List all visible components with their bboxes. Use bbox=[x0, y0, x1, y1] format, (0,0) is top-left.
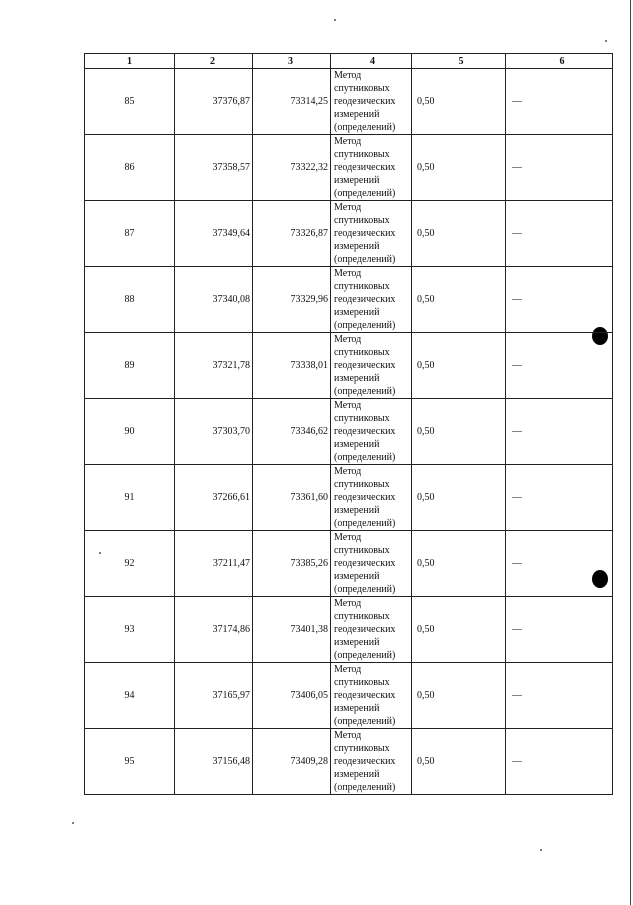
column-header: 2 bbox=[175, 54, 253, 69]
method-text-line: (определений) bbox=[334, 650, 396, 661]
x-coordinate-cell: 37266,61 bbox=[175, 465, 253, 531]
method-text-line: Метод bbox=[334, 532, 362, 543]
method-text-line: геодезических bbox=[334, 426, 396, 437]
note-cell: — bbox=[506, 597, 613, 663]
y-coordinate-cell: 73322,32 bbox=[253, 135, 331, 201]
note-cell: — bbox=[506, 663, 613, 729]
table-row bbox=[85, 69, 613, 135]
accuracy-cell: 0,50 bbox=[412, 135, 506, 201]
x-coordinate-cell: 37321,78 bbox=[175, 333, 253, 399]
x-coordinate-cell: 37165,97 bbox=[175, 663, 253, 729]
point-number-cell: 88 bbox=[85, 267, 175, 333]
y-coordinate-cell: 73401,38 bbox=[253, 597, 331, 663]
method-text-line: (определений) bbox=[334, 782, 396, 793]
point-number-cell: 92 bbox=[85, 531, 175, 597]
method-text-line: (определений) bbox=[334, 452, 396, 463]
method-text-line: измерений bbox=[334, 769, 380, 780]
point-number-cell: 91 bbox=[85, 465, 175, 531]
accuracy-cell: 0,50 bbox=[412, 531, 506, 597]
method-text-line: Метод bbox=[334, 466, 362, 477]
method-text-line: Метод bbox=[334, 268, 362, 279]
column-header: 5 bbox=[412, 54, 506, 69]
method-text-line: спутниковых bbox=[334, 149, 390, 160]
x-coordinate-cell: 37376,87 bbox=[175, 69, 253, 135]
point-number-cell: 95 bbox=[85, 729, 175, 795]
x-coordinate-cell: 37340,08 bbox=[175, 267, 253, 333]
method-text-line: спутниковых bbox=[334, 743, 390, 754]
accuracy-cell: 0,50 bbox=[412, 729, 506, 795]
method-text-line: геодезических bbox=[334, 756, 396, 767]
method-text-line: Метод bbox=[334, 136, 362, 147]
table-row bbox=[85, 267, 613, 333]
method-text-line: спутниковых bbox=[334, 545, 390, 556]
y-coordinate-cell: 73338,01 bbox=[253, 333, 331, 399]
method-text-line: спутниковых bbox=[334, 83, 390, 94]
y-coordinate-cell: 73406,05 bbox=[253, 663, 331, 729]
y-coordinate-cell: 73314,25 bbox=[253, 69, 331, 135]
accuracy-cell: 0,50 bbox=[412, 597, 506, 663]
accuracy-cell: 0,50 bbox=[412, 663, 506, 729]
point-number-cell: 85 bbox=[85, 69, 175, 135]
method-text-line: спутниковых bbox=[334, 479, 390, 490]
x-coordinate-cell: 37156,48 bbox=[175, 729, 253, 795]
method-text-line: измерений bbox=[334, 175, 380, 186]
note-cell: — bbox=[506, 69, 613, 135]
method-text-line: Метод bbox=[334, 730, 362, 741]
method-text-line: спутниковых bbox=[334, 281, 390, 292]
note-cell: — bbox=[506, 531, 613, 597]
method-text-line: (определений) bbox=[334, 584, 396, 595]
column-header: 1 bbox=[85, 54, 175, 69]
method-text-line: измерений bbox=[334, 703, 380, 714]
method-text-line: (определений) bbox=[334, 254, 396, 265]
method-text-line: геодезических bbox=[334, 162, 396, 173]
table-row bbox=[85, 399, 613, 465]
method-cell bbox=[331, 201, 412, 267]
accuracy-cell: 0,50 bbox=[412, 201, 506, 267]
point-number-cell: 87 bbox=[85, 201, 175, 267]
method-text-line: геодезических bbox=[334, 624, 396, 635]
method-text-line: спутниковых bbox=[334, 215, 390, 226]
table-row bbox=[85, 135, 613, 201]
method-text-line: геодезических bbox=[334, 690, 396, 701]
method-text-line: измерений bbox=[334, 571, 380, 582]
method-text-line: (определений) bbox=[334, 518, 396, 529]
method-text-line: Метод bbox=[334, 70, 362, 81]
column-header: 3 bbox=[253, 54, 331, 69]
method-cell bbox=[331, 465, 412, 531]
table-row bbox=[85, 663, 613, 729]
coordinates-table bbox=[84, 53, 613, 795]
method-text-line: спутниковых bbox=[334, 413, 390, 424]
y-coordinate-cell: 73361,60 bbox=[253, 465, 331, 531]
y-coordinate-cell: 73385,26 bbox=[253, 531, 331, 597]
method-text-line: измерений bbox=[334, 505, 380, 516]
method-cell bbox=[331, 135, 412, 201]
note-cell: — bbox=[506, 267, 613, 333]
point-number-cell: 93 bbox=[85, 597, 175, 663]
table-row bbox=[85, 201, 613, 267]
note-cell: — bbox=[506, 399, 613, 465]
y-coordinate-cell: 73329,96 bbox=[253, 267, 331, 333]
method-cell bbox=[331, 597, 412, 663]
table-row bbox=[85, 465, 613, 531]
accuracy-cell: 0,50 bbox=[412, 69, 506, 135]
method-text-line: измерений bbox=[334, 109, 380, 120]
method-text-line: спутниковых bbox=[334, 611, 390, 622]
accuracy-cell: 0,50 bbox=[412, 465, 506, 531]
note-cell: — bbox=[506, 135, 613, 201]
point-number-cell: 86 bbox=[85, 135, 175, 201]
note-cell: — bbox=[506, 465, 613, 531]
point-number-cell: 94 bbox=[85, 663, 175, 729]
method-text-line: геодезических bbox=[334, 558, 396, 569]
x-coordinate-cell: 37349,64 bbox=[175, 201, 253, 267]
method-text-line: (определений) bbox=[334, 122, 396, 133]
method-text-line: спутниковых bbox=[334, 677, 390, 688]
point-number-cell: 90 bbox=[85, 399, 175, 465]
method-text-line: измерений bbox=[334, 439, 380, 450]
method-text-line: Метод bbox=[334, 334, 362, 345]
method-text-line: Метод bbox=[334, 598, 362, 609]
scan-speck bbox=[605, 40, 607, 42]
method-cell bbox=[331, 267, 412, 333]
x-coordinate-cell: 37358,57 bbox=[175, 135, 253, 201]
x-coordinate-cell: 37303,70 bbox=[175, 399, 253, 465]
table-row bbox=[85, 531, 613, 597]
method-cell bbox=[331, 663, 412, 729]
page-edge bbox=[630, 0, 631, 905]
table-row bbox=[85, 729, 613, 795]
method-cell bbox=[331, 729, 412, 795]
method-text-line: геодезических bbox=[334, 294, 396, 305]
table-header-row bbox=[85, 54, 613, 69]
method-text-line: Метод bbox=[334, 664, 362, 675]
method-text-line: измерений bbox=[334, 307, 380, 318]
method-text-line: геодезических bbox=[334, 228, 396, 239]
method-cell bbox=[331, 531, 412, 597]
table-body bbox=[85, 69, 613, 795]
table-row bbox=[85, 333, 613, 399]
method-cell bbox=[331, 333, 412, 399]
column-header: 6 bbox=[506, 54, 613, 69]
x-coordinate-cell: 37211,47 bbox=[175, 531, 253, 597]
accuracy-cell: 0,50 bbox=[412, 267, 506, 333]
method-cell bbox=[331, 399, 412, 465]
method-text-line: Метод bbox=[334, 202, 362, 213]
method-text-line: (определений) bbox=[334, 320, 396, 331]
method-text-line: Метод bbox=[334, 400, 362, 411]
method-text-line: (определений) bbox=[334, 386, 396, 397]
method-text-line: (определений) bbox=[334, 188, 396, 199]
y-coordinate-cell: 73346,62 bbox=[253, 399, 331, 465]
y-coordinate-cell: 73409,28 bbox=[253, 729, 331, 795]
method-text-line: спутниковых bbox=[334, 347, 390, 358]
method-text-line: (определений) bbox=[334, 716, 396, 727]
scan-speck bbox=[334, 19, 336, 21]
method-text-line: геодезических bbox=[334, 492, 396, 503]
column-header: 4 bbox=[331, 54, 412, 69]
scan-speck bbox=[540, 849, 542, 851]
note-cell: — bbox=[506, 201, 613, 267]
y-coordinate-cell: 73326,87 bbox=[253, 201, 331, 267]
method-text-line: измерений bbox=[334, 373, 380, 384]
point-number-cell: 89 bbox=[85, 333, 175, 399]
scan-speck bbox=[72, 822, 74, 824]
note-cell: — bbox=[506, 729, 613, 795]
method-text-line: измерений bbox=[334, 637, 380, 648]
note-cell: — bbox=[506, 333, 613, 399]
table-row bbox=[85, 597, 613, 663]
method-text-line: измерений bbox=[334, 241, 380, 252]
accuracy-cell: 0,50 bbox=[412, 333, 506, 399]
method-text-line: геодезических bbox=[334, 360, 396, 371]
accuracy-cell: 0,50 bbox=[412, 399, 506, 465]
x-coordinate-cell: 37174,86 bbox=[175, 597, 253, 663]
method-text-line: геодезических bbox=[334, 96, 396, 107]
method-cell bbox=[331, 69, 412, 135]
